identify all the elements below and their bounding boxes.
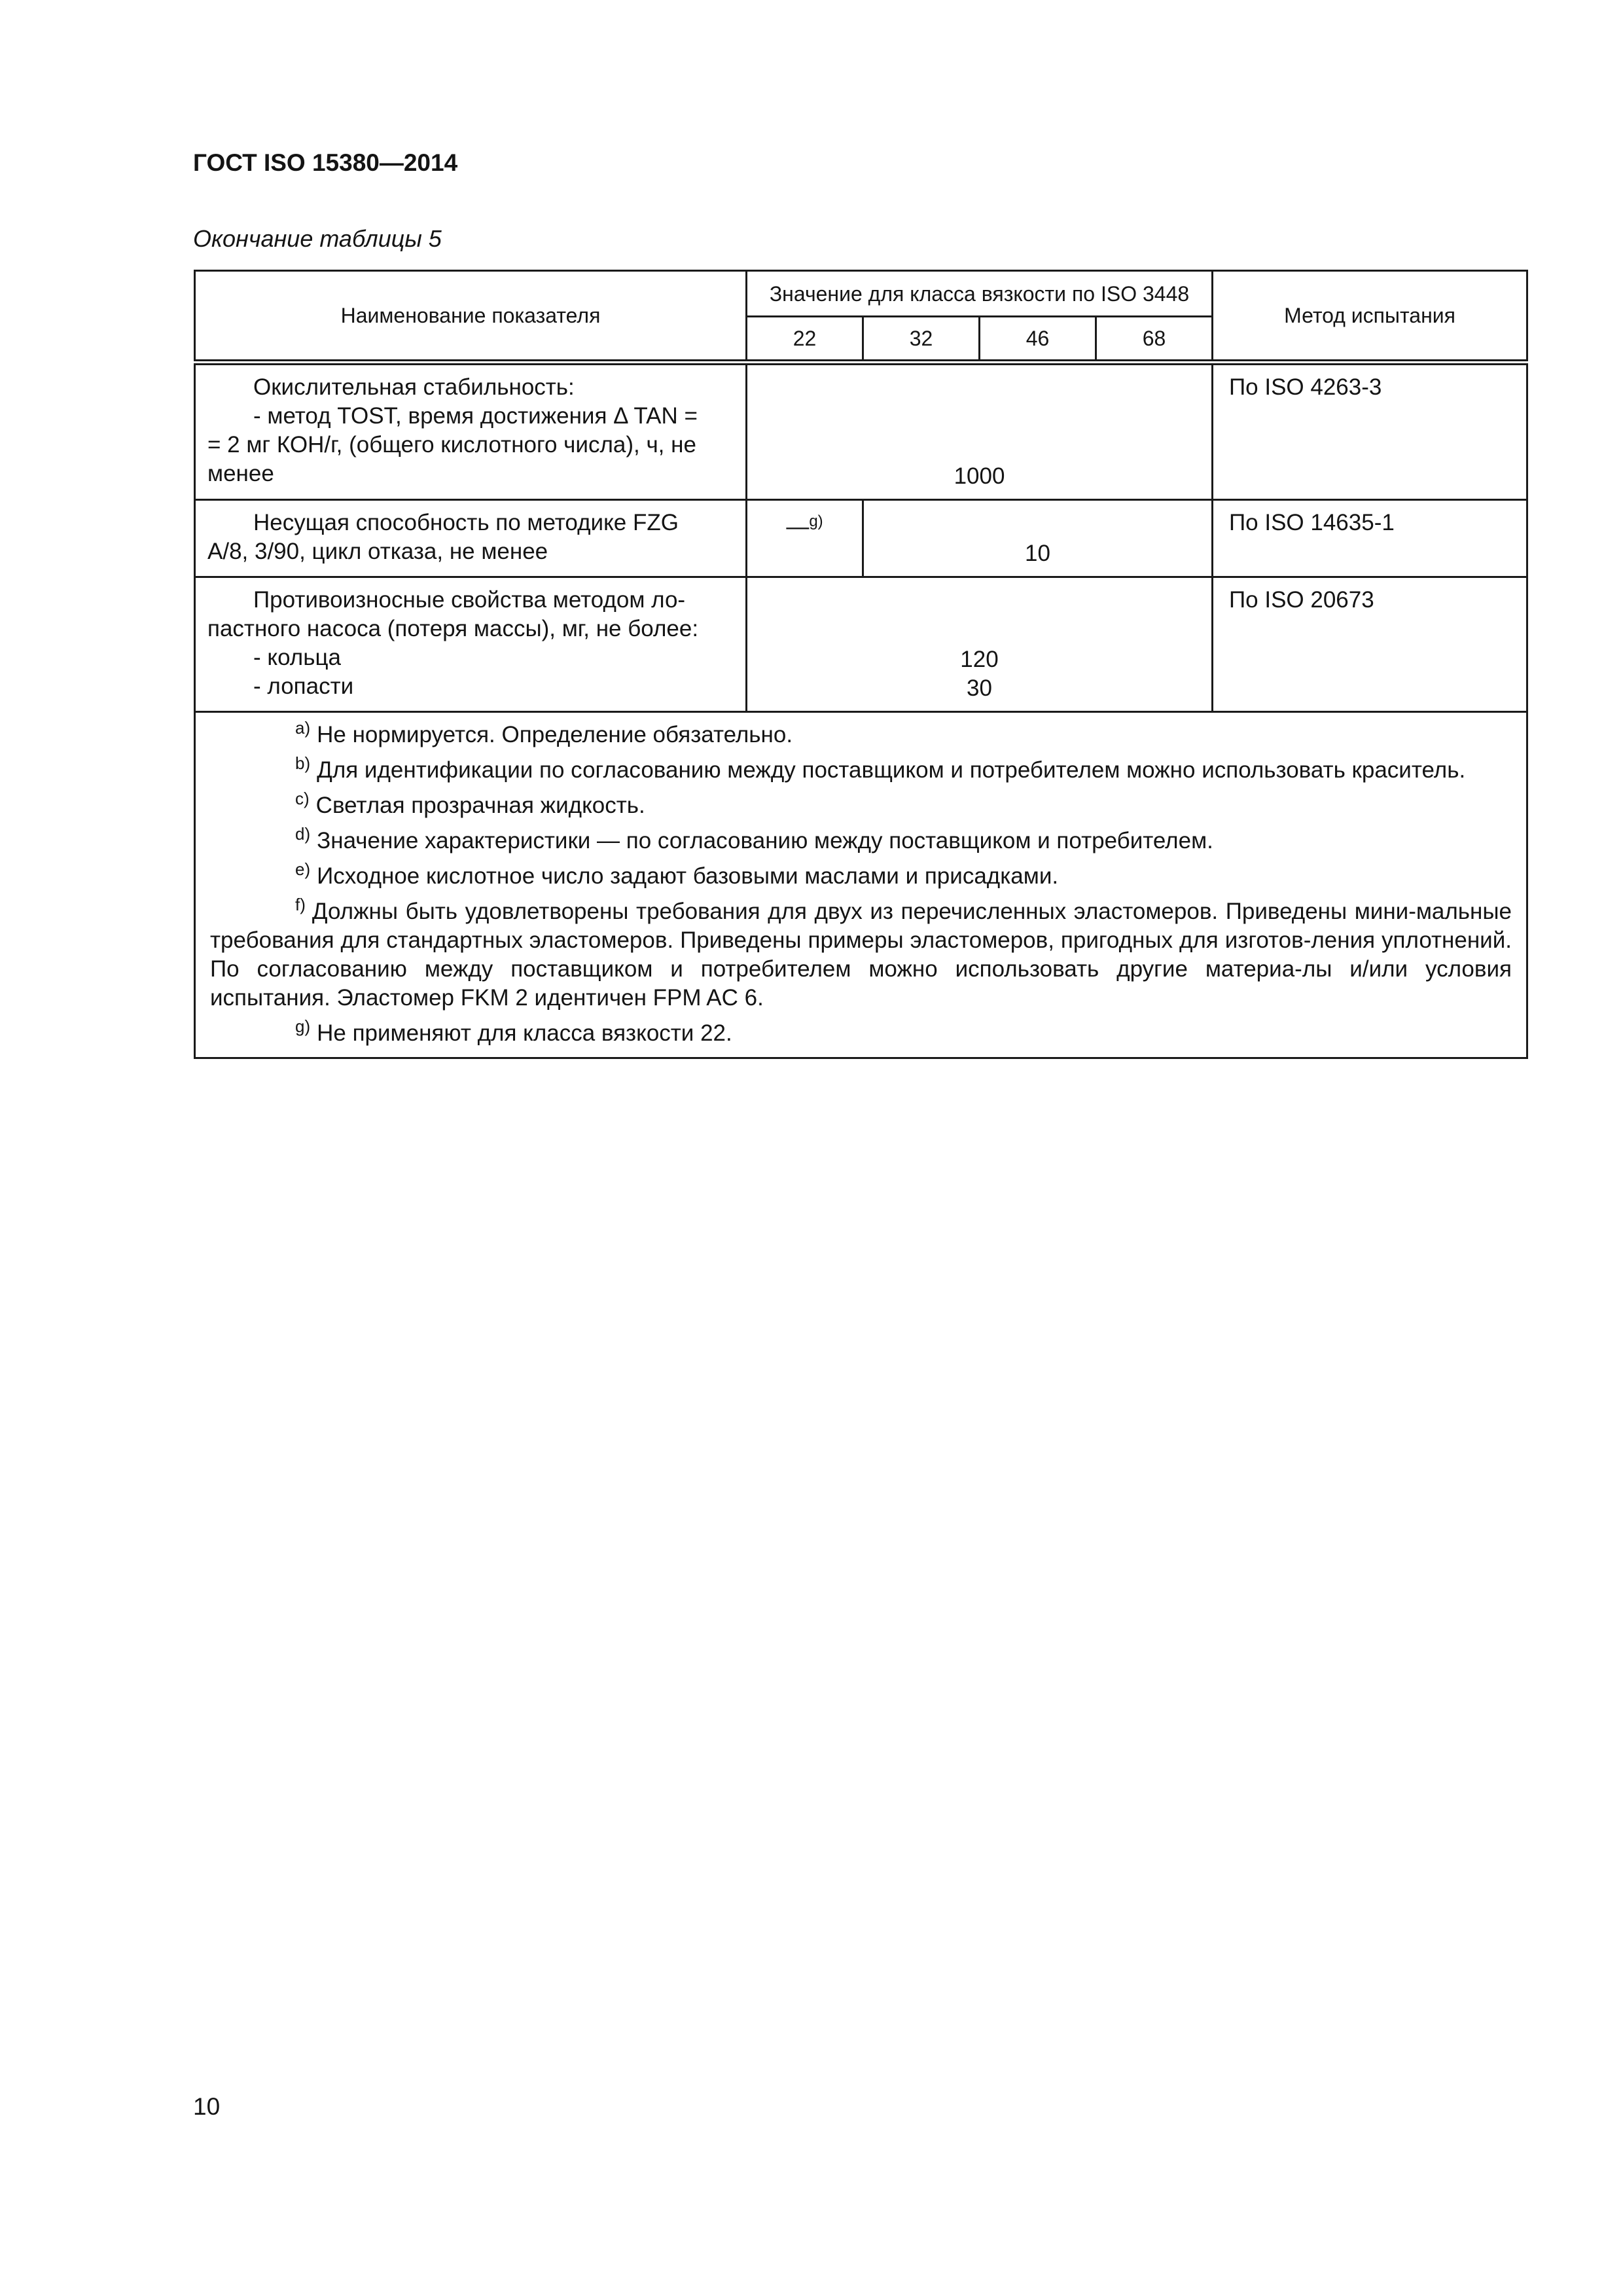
method-cell [1213, 500, 1527, 577]
param-line: = 2 мг КОН/г, (общего кислотного числа), ч, не [207, 432, 696, 457]
table-caption: Окончание таблицы 5 [193, 225, 442, 252]
value-text-rings: 120 [960, 647, 999, 672]
footnote [210, 824, 1512, 855]
footnotes [196, 713, 1526, 1057]
footnote-ref-g: g) [809, 512, 823, 530]
footnote-mark: d) [295, 824, 311, 844]
param-line: - метод TOST, время достижения Δ TAN = [253, 403, 698, 429]
column-header-class-46: 46 [980, 317, 1096, 363]
param-cell [195, 500, 747, 577]
value-text-vanes: 30 [967, 675, 992, 701]
param-line: - лопасти [253, 673, 354, 699]
footnote [210, 753, 1512, 785]
param-line: A/8, 3/90, цикл отказа, не менее [207, 539, 548, 564]
column-header-class-32: 32 [863, 317, 980, 363]
method-cell [1213, 363, 1527, 500]
param-line: менее [207, 461, 274, 486]
footnote [210, 718, 1512, 749]
value-cell-class-22 [747, 500, 863, 577]
footnote [210, 1016, 1512, 1048]
footnote-mark: c) [295, 789, 310, 809]
footnote-text: Для идентификации по согласованию между поставщиком и потребителем можно использовать краситель. [317, 757, 1466, 783]
method-text: По ISO 20673 [1229, 587, 1374, 613]
column-header-class-68: 68 [1096, 317, 1213, 363]
value-text: 10 [1025, 541, 1050, 566]
value-cell [747, 577, 1213, 712]
footnote [210, 897, 1512, 1013]
value-cell [863, 500, 1213, 577]
column-header-parameter: Наименование показателя [195, 271, 747, 363]
footnote-mark: f) [295, 895, 306, 915]
footnote-text: Исходное кислотное число задают базовыми маслами и присадками. [317, 863, 1059, 889]
spec-table [194, 270, 1528, 1059]
method-text: По ISO 4263-3 [1229, 374, 1382, 400]
footnotes-row [195, 712, 1527, 1058]
param-line: Окислительная стабильность: [253, 374, 575, 400]
table-row-fzg [195, 500, 1527, 577]
param-line: Несущая способность по методике FZG [253, 510, 679, 535]
footnote-mark: b) [295, 753, 311, 774]
table-row-oxidation [195, 363, 1527, 500]
footnote-mark: a) [295, 718, 311, 738]
method-text: По ISO 14635-1 [1229, 510, 1395, 535]
footnote [210, 859, 1512, 891]
param-cell [195, 577, 747, 712]
value-cell [747, 363, 1213, 500]
column-header-method: Метод испытания [1213, 271, 1527, 363]
table-row-antiwear [195, 577, 1527, 712]
column-header-value-group: Значение для класса вязкости по ISO 3448 [747, 271, 1213, 317]
document-header: ГОСТ ISO 15380—2014 [193, 149, 458, 176]
not-applicable-dash: — [786, 514, 810, 540]
footnote-text: Не применяют для класса вязкости 22. [317, 1020, 732, 1046]
footnote [210, 791, 1512, 820]
header-row-1 [195, 271, 1527, 317]
footnote-text: Значение характеристики — по согласованию между поставщиком и потребителем. [317, 828, 1213, 853]
footnote-text: Не нормируется. Определение обязательно. [317, 722, 793, 747]
page-number: 10 [193, 2093, 221, 2120]
param-line: пастного насоса (потеря массы), мг, не более: [207, 616, 699, 641]
method-cell [1213, 577, 1527, 712]
footnote-text: Должны быть удовлетворены требования для двух из перечисленных эластомеров. Приведены мини-мальные требования для стандартных эластомеров. Приведены примеры эластомеров, пригодных для изготов-ления уплотнений. По согласованию между поставщиком и потребителем можно использовать другие материа-лы и/или условия испытания. Эластомер FKM 2 идентичен FPM AC 6. [210, 899, 1512, 1011]
footnotes-cell [195, 712, 1527, 1058]
footnote-mark: g) [295, 1016, 311, 1037]
param-line: Противоизносные свойства методом ло- [253, 587, 686, 613]
param-cell [195, 363, 747, 500]
value-text: 1000 [954, 463, 1005, 489]
footnote-text: Светлая прозрачная жидкость. [315, 793, 645, 818]
column-header-class-22: 22 [747, 317, 863, 363]
footnote-mark: e) [295, 859, 311, 880]
param-line: - кольца [253, 645, 341, 670]
